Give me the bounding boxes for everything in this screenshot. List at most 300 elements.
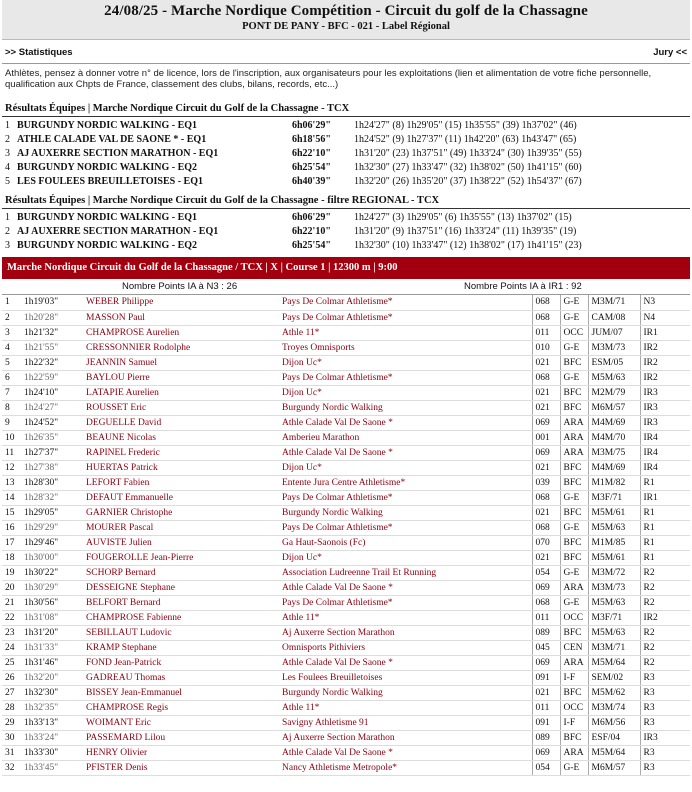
qualification-level: R3 [640, 745, 690, 760]
department-code: 069 [532, 745, 560, 760]
club-name[interactable]: Athle Calade Val De Saone * [282, 580, 532, 595]
department-code: 068 [532, 595, 560, 610]
club-name[interactable]: Amberieu Marathon [282, 430, 532, 445]
result-time: 1h32'20" [24, 670, 86, 685]
league-code: BFC [560, 460, 588, 475]
qualification-level: IR3 [640, 400, 690, 415]
result-time: 1h22'59" [24, 370, 86, 385]
league-code: BFC [560, 685, 588, 700]
result-row [2, 295, 690, 310]
athlete-name[interactable]: MOURER Pascal [86, 520, 282, 535]
league-code: BFC [560, 400, 588, 415]
result-row [2, 715, 690, 730]
athlete-name[interactable]: AUVISTE Julien [86, 535, 282, 550]
department-code: 021 [532, 400, 560, 415]
league-code: BFC [560, 625, 588, 640]
club-name[interactable]: Athle Calade Val De Saone * [282, 415, 532, 430]
category-code: M3M/71 [588, 295, 640, 310]
team-time: 6h40'39" [292, 176, 331, 187]
club-name[interactable]: Dijon Uc* [282, 355, 532, 370]
team-rank: 1 [5, 120, 10, 131]
category-code: M5M/61 [588, 505, 640, 520]
team-name[interactable]: BURGUNDY NORDIC WALKING - EQ2 [17, 162, 198, 173]
team-row [2, 119, 690, 133]
department-code: 068 [532, 370, 560, 385]
athlete-name[interactable]: PASSEMARD Lilou [86, 730, 282, 745]
league-code: ARA [560, 430, 588, 445]
result-row [2, 535, 690, 550]
club-name[interactable]: Troyes Omnisports [282, 340, 532, 355]
athlete-name[interactable]: KRAMP Stephane [86, 640, 282, 655]
result-time: 1h20'28" [24, 310, 86, 325]
league-code: CEN [560, 640, 588, 655]
category-code: M6M/57 [588, 400, 640, 415]
athlete-name[interactable]: MASSON Paul [86, 310, 282, 325]
result-time: 1h21'55" [24, 340, 86, 355]
department-code: 068 [532, 490, 560, 505]
club-name[interactable]: Dijon Uc* [282, 460, 532, 475]
qualification-level: IR2 [640, 340, 690, 355]
qualification-level: IR3 [640, 415, 690, 430]
result-row [2, 610, 690, 625]
department-code: 069 [532, 445, 560, 460]
team-section-title: Résultats Équipes | Marche Nordique Circuit du Golf de la Chassagne - filtre REGIONAL - TCX [2, 193, 690, 209]
qualification-level: R3 [640, 670, 690, 685]
team-time: 6h22'10" [292, 226, 331, 237]
club-name[interactable]: Athle Calade Val De Saone * [282, 655, 532, 670]
result-time: 1h24'52" [24, 415, 86, 430]
department-code: 010 [532, 340, 560, 355]
result-time: 1h22'32" [24, 355, 86, 370]
league-code: G-E [560, 595, 588, 610]
category-code: M5M/62 [588, 685, 640, 700]
result-time: 1h33'13" [24, 715, 86, 730]
athlete-name[interactable]: ROUSSET Eric [86, 400, 282, 415]
result-rank: 23 [2, 625, 24, 640]
team-section-title: Résultats Équipes | Marche Nordique Circuit du Golf de la Chassagne - TCX [2, 101, 690, 117]
result-row [2, 460, 690, 475]
result-rank: 22 [2, 610, 24, 625]
athlete-name[interactable]: BISSEY Jean-Emmanuel [86, 685, 282, 700]
result-row [2, 490, 690, 505]
athlete-name[interactable]: BELFORT Bernard [86, 595, 282, 610]
athlete-name[interactable]: GADREAU Thomas [86, 670, 282, 685]
athlete-name[interactable]: WEBER Philippe [86, 295, 282, 310]
league-code: G-E [560, 760, 588, 775]
club-name[interactable]: Pays De Colmar Athletisme* [282, 595, 532, 610]
category-code: M5M/63 [588, 520, 640, 535]
qualification-level: R1 [640, 475, 690, 490]
result-time: 1h33'24" [24, 730, 86, 745]
qualification-level: R2 [640, 640, 690, 655]
club-name[interactable]: Athle 11* [282, 700, 532, 715]
result-time: 1h31'08" [24, 610, 86, 625]
result-rank: 25 [2, 655, 24, 670]
result-time: 1h24'10" [24, 385, 86, 400]
team-name[interactable]: AJ AUXERRE SECTION MARATHON - EQ1 [17, 148, 219, 159]
result-rank: 12 [2, 460, 24, 475]
qualification-level: IR3 [640, 385, 690, 400]
team-name[interactable]: AJ AUXERRE SECTION MARATHON - EQ1 [17, 226, 219, 237]
result-rank: 15 [2, 505, 24, 520]
team-rank: 1 [5, 212, 10, 223]
department-code: 091 [532, 715, 560, 730]
result-time: 1h32'30" [24, 685, 86, 700]
points-n3: Nombre Points IA à N3 : 26 [122, 281, 238, 292]
club-name[interactable]: Athle 11* [282, 610, 532, 625]
league-code: G-E [560, 370, 588, 385]
department-code: 021 [532, 355, 560, 370]
athlete-name[interactable]: JEANNIN Samuel [86, 355, 282, 370]
league-code: I-F [560, 715, 588, 730]
qualification-level: R3 [640, 760, 690, 775]
team-time: 6h25'54" [292, 162, 331, 173]
team-time: 6h18'56" [292, 134, 331, 145]
category-code: ESF/04 [588, 730, 640, 745]
licence-notice: Athlètes, pensez à donner votre n° de licence, lors de l'inscription, aux organisateurs pour les exploitations (lien et alimentation de votre fiche personnelle, qualification aux Chpts de France, classement des clubs, bilans, records, etc...) [5, 68, 652, 90]
result-rank: 3 [2, 325, 24, 340]
department-code: 070 [532, 535, 560, 550]
athlete-name[interactable]: PFISTER Denis [86, 760, 282, 775]
athlete-name[interactable]: FOND Jean-Patrick [86, 655, 282, 670]
club-name[interactable]: Association Ludreenne Trail Et Running [282, 565, 532, 580]
result-rank: 32 [2, 760, 24, 775]
result-time: 1h30'00" [24, 550, 86, 565]
result-rank: 8 [2, 400, 24, 415]
club-name[interactable]: Aj Auxerre Section Marathon [282, 625, 532, 640]
category-code: M5M/63 [588, 595, 640, 610]
department-code: 069 [532, 415, 560, 430]
result-row [2, 370, 690, 385]
team-rank: 3 [5, 240, 10, 251]
team-name[interactable]: ATHLE CALADE VAL DE SAONE * - EQ1 [17, 134, 207, 145]
league-code: G-E [560, 340, 588, 355]
qualification-level: IR2 [640, 370, 690, 385]
league-code: G-E [560, 520, 588, 535]
category-code: M3M/74 [588, 700, 640, 715]
club-name[interactable]: Savigny Athletisme 91 [282, 715, 532, 730]
league-code: BFC [560, 730, 588, 745]
result-rank: 7 [2, 385, 24, 400]
category-code: M5M/61 [588, 550, 640, 565]
athlete-name[interactable]: DEFAUT Emmanuelle [86, 490, 282, 505]
athlete-name[interactable]: SCHORP Bernard [86, 565, 282, 580]
result-time: 1h26'35" [24, 430, 86, 445]
qualification-level: R1 [640, 535, 690, 550]
team-name[interactable]: LES FOULEES BREUILLETOISES - EQ1 [17, 176, 203, 187]
result-time: 1h33'45" [24, 760, 86, 775]
result-rank: 16 [2, 520, 24, 535]
race-banner: Marche Nordique Circuit du Golf de la Chassagne / TCX | X | Course 1 | 12300 m | 9:00 [2, 257, 690, 279]
jury-link[interactable]: Jury << [653, 47, 687, 58]
team-detail: 1h24'52" (9) 1h27'37" (11) 1h42'20" (63) 1h43'47" (65) [354, 134, 577, 145]
result-row [2, 595, 690, 610]
department-code: 069 [532, 580, 560, 595]
athlete-name[interactable]: RAPINEL Frederic [86, 445, 282, 460]
result-rank: 27 [2, 685, 24, 700]
athlete-name[interactable]: SEBILLAUT Ludovic [86, 625, 282, 640]
club-name[interactable]: Athle 11* [282, 325, 532, 340]
team-rank: 2 [5, 134, 10, 145]
club-name[interactable]: Dijon Uc* [282, 550, 532, 565]
league-code: ARA [560, 415, 588, 430]
category-code: CAM/08 [588, 310, 640, 325]
department-code: 039 [532, 475, 560, 490]
club-name[interactable]: Burgundy Nordic Walking [282, 400, 532, 415]
team-rank: 3 [5, 148, 10, 159]
result-row [2, 550, 690, 565]
results-table [2, 295, 690, 776]
athlete-name[interactable]: CHAMPROSE Aurelien [86, 325, 282, 340]
result-time: 1h31'46" [24, 655, 86, 670]
result-time: 1h29'05" [24, 505, 86, 520]
category-code: M3M/73 [588, 340, 640, 355]
category-code: M4M/69 [588, 460, 640, 475]
result-row [2, 445, 690, 460]
qualification-level: IR2 [640, 610, 690, 625]
department-code: 021 [532, 550, 560, 565]
club-name[interactable]: Aj Auxerre Section Marathon [282, 730, 532, 745]
club-name[interactable]: Entente Jura Centre Athletisme* [282, 475, 532, 490]
result-row [2, 310, 690, 325]
team-detail: 1h32'20" (26) 1h35'20" (37) 1h38'22" (52) 1h54'37" (67) [354, 176, 582, 187]
result-time: 1h33'30" [24, 745, 86, 760]
department-code: 021 [532, 385, 560, 400]
league-code: BFC [560, 535, 588, 550]
team-row [2, 147, 690, 161]
result-rank: 1 [2, 295, 24, 310]
page-title: 24/08/25 - Marche Nordique Compétition - Circuit du golf de la Chassagne [104, 3, 588, 19]
department-code: 054 [532, 760, 560, 775]
athlete-name[interactable]: LATAPIE Aurelien [86, 385, 282, 400]
category-code: M4M/69 [588, 415, 640, 430]
club-name[interactable]: Athle Calade Val De Saone * [282, 745, 532, 760]
athlete-name[interactable]: HENRY Olivier [86, 745, 282, 760]
qualification-level: IR3 [640, 730, 690, 745]
result-rank: 29 [2, 715, 24, 730]
result-row [2, 670, 690, 685]
department-code: 068 [532, 295, 560, 310]
result-rank: 6 [2, 370, 24, 385]
club-name[interactable]: Athle Calade Val De Saone * [282, 445, 532, 460]
team-detail: 1h32'30" (27) 1h33'47" (32) 1h38'02" (50) 1h41'15" (60) [354, 162, 582, 173]
result-rank: 18 [2, 550, 24, 565]
department-code: 011 [532, 700, 560, 715]
qualification-level: R3 [640, 715, 690, 730]
result-row [2, 565, 690, 580]
athlete-name[interactable]: GARNIER Christophe [86, 505, 282, 520]
department-code: 045 [532, 640, 560, 655]
athlete-name[interactable]: CHAMPROSE Fabienne [86, 610, 282, 625]
qualification-level: IR4 [640, 430, 690, 445]
result-rank: 30 [2, 730, 24, 745]
league-code: G-E [560, 565, 588, 580]
athlete-name[interactable]: HUERTAS Patrick [86, 460, 282, 475]
qualification-level: IR2 [640, 355, 690, 370]
result-row [2, 745, 690, 760]
qualification-level: R2 [640, 595, 690, 610]
team-time: 6h25'54" [292, 240, 331, 251]
result-time: 1h27'37" [24, 445, 86, 460]
team-name[interactable]: BURGUNDY NORDIC WALKING - EQ1 [17, 212, 198, 223]
result-row [2, 430, 690, 445]
result-time: 1h28'32" [24, 490, 86, 505]
team-detail: 1h24'27" (3) 1h29'05" (6) 1h35'55" (13) 1h37'02" (15) [354, 212, 572, 223]
department-code: 011 [532, 325, 560, 340]
category-code: M5M/63 [588, 625, 640, 640]
result-row [2, 700, 690, 715]
result-rank: 21 [2, 595, 24, 610]
athlete-name[interactable]: BEAUNE Nicolas [86, 430, 282, 445]
league-code: OCC [560, 325, 588, 340]
category-code: M2M/79 [588, 385, 640, 400]
result-rank: 11 [2, 445, 24, 460]
results-page [2, 0, 690, 776]
team-rank: 5 [5, 176, 10, 187]
department-code: 068 [532, 310, 560, 325]
athlete-name[interactable]: CHAMPROSE Regis [86, 700, 282, 715]
qualification-level: IR1 [640, 325, 690, 340]
team-rank: 4 [5, 162, 10, 173]
club-name[interactable]: Burgundy Nordic Walking [282, 505, 532, 520]
result-time: 1h30'29" [24, 580, 86, 595]
result-row [2, 355, 690, 370]
league-code: BFC [560, 385, 588, 400]
department-code: 021 [532, 460, 560, 475]
nav-bar [2, 44, 690, 64]
qualification-level: IR4 [640, 445, 690, 460]
athlete-name[interactable]: BAYLOU Pierre [86, 370, 282, 385]
result-rank: 14 [2, 490, 24, 505]
qualification-level: N3 [640, 295, 690, 310]
points-bar [2, 279, 690, 295]
department-code: 089 [532, 625, 560, 640]
category-code: M6M/56 [588, 715, 640, 730]
result-rank: 28 [2, 700, 24, 715]
team-row [2, 225, 690, 239]
result-row [2, 475, 690, 490]
league-code: OCC [560, 610, 588, 625]
result-row [2, 625, 690, 640]
qualification-level: IR4 [640, 460, 690, 475]
category-code: M3M/75 [588, 445, 640, 460]
department-code: 068 [532, 520, 560, 535]
club-name[interactable]: Les Foulees Breuilletoises [282, 670, 532, 685]
qualification-level: IR1 [640, 490, 690, 505]
club-name[interactable]: Omnisports Pithiviers [282, 640, 532, 655]
result-rank: 4 [2, 340, 24, 355]
result-rank: 24 [2, 640, 24, 655]
league-code: G-E [560, 295, 588, 310]
qualification-level: R1 [640, 550, 690, 565]
result-rank: 26 [2, 670, 24, 685]
qualification-level: N4 [640, 310, 690, 325]
department-code: 021 [532, 685, 560, 700]
result-rank: 10 [2, 430, 24, 445]
category-code: M4M/70 [588, 430, 640, 445]
team-time: 6h06'29" [292, 120, 331, 131]
category-code: M3M/71 [588, 640, 640, 655]
qualification-level: R3 [640, 700, 690, 715]
department-code: 054 [532, 565, 560, 580]
result-row [2, 505, 690, 520]
qualification-level: R2 [640, 625, 690, 640]
club-name[interactable]: Ga Haut-Saonois (Fc) [282, 535, 532, 550]
league-code: ARA [560, 655, 588, 670]
category-code: M3F/71 [588, 490, 640, 505]
club-name[interactable]: Burgundy Nordic Walking [282, 685, 532, 700]
result-time: 1h19'03" [24, 295, 86, 310]
team-rank: 2 [5, 226, 10, 237]
department-code: 091 [532, 670, 560, 685]
result-time: 1h28'30" [24, 475, 86, 490]
club-name[interactable]: Pays De Colmar Athletisme* [282, 310, 532, 325]
statistics-link[interactable]: >> Statistiques [5, 47, 73, 58]
result-time: 1h31'20" [24, 625, 86, 640]
category-code: M5M/63 [588, 370, 640, 385]
result-row [2, 580, 690, 595]
club-name[interactable]: Dijon Uc* [282, 385, 532, 400]
club-name[interactable]: Pays De Colmar Athletisme* [282, 520, 532, 535]
category-code: M3M/73 [588, 580, 640, 595]
result-row [2, 520, 690, 535]
team-name[interactable]: BURGUNDY NORDIC WALKING - EQ2 [17, 240, 198, 251]
athlete-name[interactable]: WOIMANT Eric [86, 715, 282, 730]
result-time: 1h29'29" [24, 520, 86, 535]
department-code: 011 [532, 610, 560, 625]
team-row [2, 211, 690, 225]
result-rank: 20 [2, 580, 24, 595]
team-detail: 1h24'27" (8) 1h29'05" (15) 1h35'55" (39) 1h37'02" (46) [354, 120, 577, 131]
qualification-level: R3 [640, 685, 690, 700]
team-name[interactable]: BURGUNDY NORDIC WALKING - EQ1 [17, 120, 198, 131]
club-name[interactable]: Pays De Colmar Athletisme* [282, 295, 532, 310]
category-code: ESM/05 [588, 355, 640, 370]
category-code: M1M/82 [588, 475, 640, 490]
result-row [2, 385, 690, 400]
club-name[interactable]: Pays De Colmar Athletisme* [282, 370, 532, 385]
department-code: 089 [532, 730, 560, 745]
athlete-name[interactable]: FOUGEROLLE Jean-Pierre [86, 550, 282, 565]
team-detail: 1h31'20" (23) 1h37'51" (49) 1h33'24" (30) 1h39'35" (55) [354, 148, 582, 159]
team-row [2, 133, 690, 147]
page-header [2, 0, 690, 40]
category-code: SEM/02 [588, 670, 640, 685]
qualification-level: R2 [640, 655, 690, 670]
result-rank: 13 [2, 475, 24, 490]
category-code: M5M/64 [588, 655, 640, 670]
result-row [2, 760, 690, 775]
result-row [2, 325, 690, 340]
qualification-level: R1 [640, 520, 690, 535]
league-code: I-F [560, 670, 588, 685]
qualification-level: R2 [640, 565, 690, 580]
athlete-name[interactable]: DEGUELLE David [86, 415, 282, 430]
team-row [2, 161, 690, 175]
league-code: BFC [560, 355, 588, 370]
qualification-level: R1 [640, 505, 690, 520]
result-time: 1h21'32" [24, 325, 86, 340]
club-name[interactable]: Pays De Colmar Athletisme* [282, 490, 532, 505]
qualification-level: R2 [640, 580, 690, 595]
team-detail: 1h32'30" (10) 1h33'47" (12) 1h38'02" (17) 1h41'15" (23) [354, 240, 582, 251]
club-name[interactable]: Nancy Athletisme Metropole* [282, 760, 532, 775]
page-subtitle: PONT DE PANY - BFC - 021 - Label Régional [242, 21, 450, 32]
athlete-name[interactable]: CRESSONNIER Rodolphe [86, 340, 282, 355]
athlete-name[interactable]: DESSEIGNE Stephane [86, 580, 282, 595]
athlete-name[interactable]: LEFORT Fabien [86, 475, 282, 490]
result-rank: 17 [2, 535, 24, 550]
